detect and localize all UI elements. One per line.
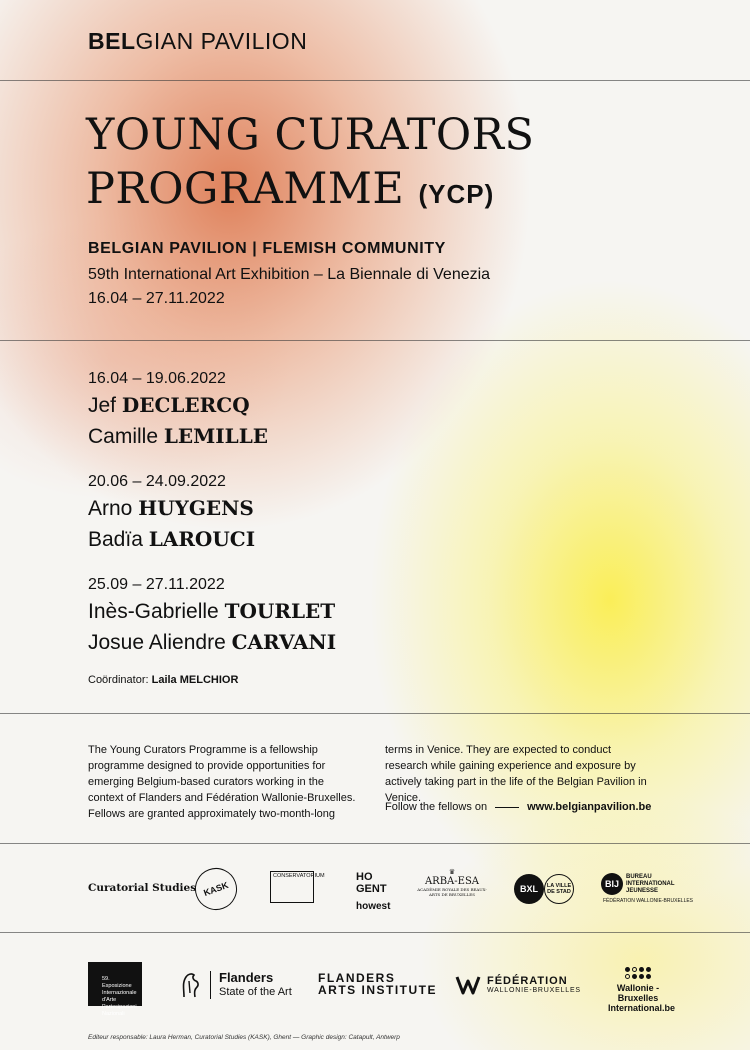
fellow-name: Inès-Gabrielle TOURLET — [88, 599, 336, 623]
fellow-name: Jef DECLERCQ — [88, 393, 250, 417]
footer-credits: Editeur responsable: Laura Herman, Curatorial Studies (KASK), Ghent — Graphic design: Catapult, Antwerp — [88, 1034, 400, 1041]
flanders-logo: Flanders State of the Art — [180, 970, 292, 1000]
biennale-logo: 59. Esposizione Internazionale d'Arte Partecipazioni Nazionali — [88, 962, 142, 1006]
follow-line: Follow the fellows on www.belgianpavilion.be — [385, 801, 652, 813]
subtitle-pavilion: BELGIAN PAVILION | FLEMISH COMMUNITY — [88, 240, 446, 257]
brand-logo: BELGIAN PAVILION — [88, 28, 308, 54]
wbi-dots-icon — [625, 967, 651, 979]
curatorial-studies-logo: Curatorial Studies — [88, 882, 197, 894]
bij-logo: BIJ BUREAU INTERNATIONAL JEUNESSE FÉDÉRATION WALLONIE-BRUXELLES — [603, 873, 694, 904]
fellow-name: Badïa LAROUCI — [88, 527, 256, 551]
divider — [0, 340, 750, 341]
conservatorium-logo: CONSERVATORIUM — [270, 871, 314, 903]
period-dates: 25.09 – 27.11.2022 — [88, 576, 225, 593]
subtitle-exhibition: 59th International Art Exhibition – La Biennale di Venezia — [88, 266, 491, 283]
description-col2: terms in Venice. They are expected to conduct research while gaining experience and exposure by actively taking part in the life of the Belgian Pavilion in Venice. — [385, 744, 647, 804]
divider — [0, 80, 750, 81]
arba-esa-logo: ♛ ARBA-ESA ACADÉMIE ROYALE DES BEAUX-ARTS DE BRUXELLES — [417, 868, 487, 897]
divider — [0, 932, 750, 933]
hogent-logo: HO GENT howest — [356, 871, 391, 912]
website-link[interactable]: www.belgianpavilion.be — [527, 801, 652, 813]
fellow-name: Camille LEMILLE — [88, 424, 269, 448]
divider — [0, 843, 750, 844]
coordinator: Coördinator: Laila MELCHIOR — [88, 674, 239, 686]
subtitle-dates: 16.04 – 27.11.2022 — [88, 290, 225, 307]
flanders-arts-institute-logo: FLANDERS ARTS INSTITUTE — [318, 971, 437, 997]
fwb-mark-icon — [454, 973, 482, 997]
ville-de-stad-logo: LA VILLE DE STAD — [544, 874, 574, 904]
federation-wb-logo: FÉDÉRATION WALLONIE-BRUXELLES — [454, 973, 581, 997]
period-dates: 20.06 – 24.09.2022 — [88, 473, 226, 490]
description-col1: The Young Curators Programme is a fellowship programme designed to provide opportunities for emerging Belgium-based curators working in the context of Flanders and Fédération Wallonie-Bruxelles. Fellows are granted approximately two-month-long — [88, 744, 356, 820]
lion-icon — [180, 971, 202, 999]
period-dates: 16.04 – 19.06.2022 — [88, 370, 226, 387]
fellow-name: Arno HUYGENS — [88, 496, 254, 520]
fellow-name: Josue Aliendre CARVANI — [88, 630, 337, 654]
divider — [0, 713, 750, 714]
kask-logo: KASK — [189, 862, 243, 916]
page-title: YOUNG CURATORS PROGRAMME (YCP) — [86, 110, 535, 214]
bxl-logo: BXL — [514, 874, 544, 904]
wbi-logo: Wallonie - Bruxelles International.be — [608, 964, 668, 1013]
